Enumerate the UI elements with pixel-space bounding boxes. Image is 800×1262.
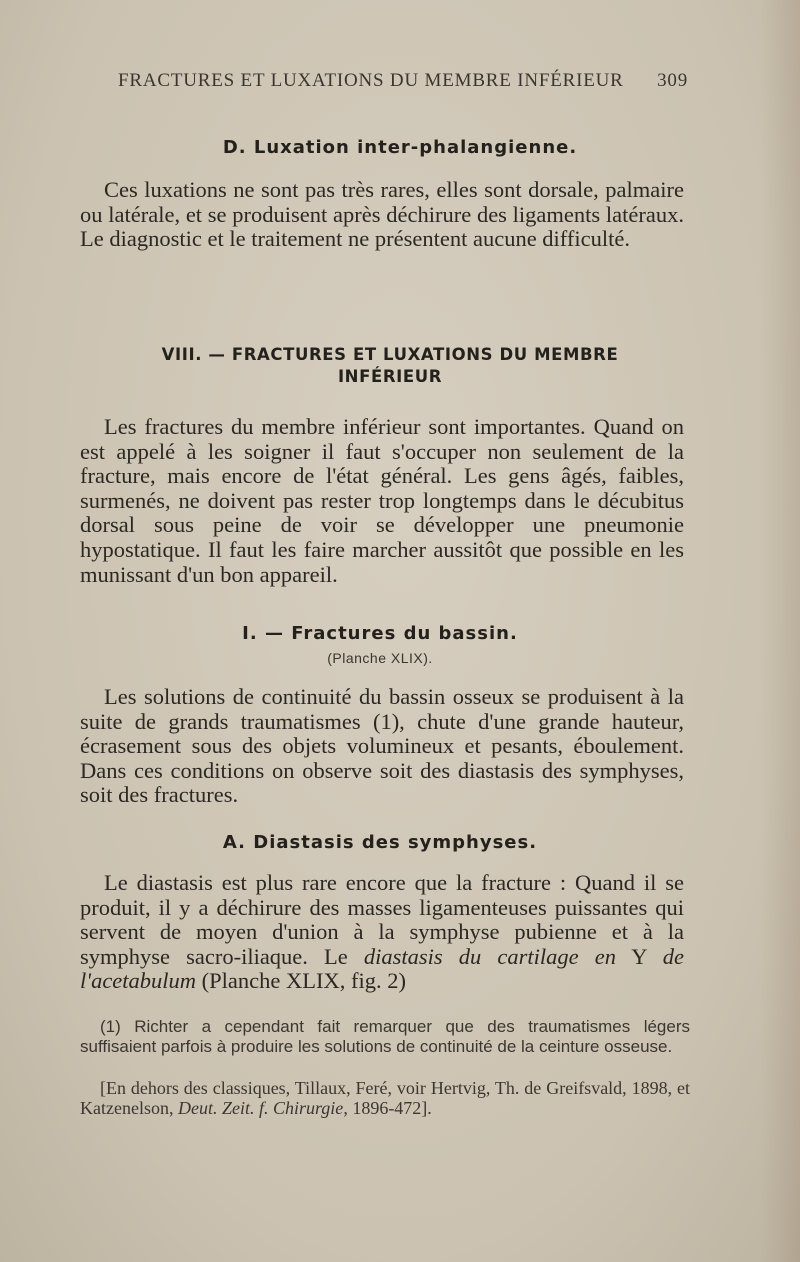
- section-a-text-italic: diastasis du cartilage en: [363, 943, 616, 969]
- footnote-1: [80, 1017, 690, 1058]
- section-viii-title-line2: INFÉRIEUR: [337, 367, 443, 386]
- section-d-paragraph: [80, 178, 684, 252]
- section-viii-title-line1: VIII. — FRACTURES ET LUXATIONS DU MEMBRE: [161, 345, 619, 364]
- section-d-title: D. Luxation inter-phalangienne.: [222, 137, 578, 158]
- section-i-paragraph: [80, 685, 684, 808]
- footnote-1-text: (1) Richter a cependant fait remarquer que des traumatismes légers suffisaient parfois à produire les solutions de continuité de la ceinture osseuse.: [80, 1017, 690, 1057]
- running-title: FRACTURES ET LUXATIONS DU MEMBRE INFÉRIEUR: [118, 70, 624, 91]
- running-header: [118, 70, 688, 92]
- section-a-text-end: (Planche XLIX, fig. 2): [196, 968, 406, 994]
- page-edge-stain: [760, 0, 800, 1262]
- section-i-text: Les solutions de continuité du bassin osseux se produisent à la suite de grands traumatismes (1), chute d'une grande hauteur, écrasement sous des objets volumineux et pesants, éboulement. Dans ces conditions on observe soit des diastasis des symphyses, soit des fractures.: [80, 684, 684, 808]
- section-viii-paragraph: [80, 415, 684, 587]
- section-a-paragraph: [80, 871, 684, 994]
- footnote-2-start: [En dehors des classiques, Tillaux, Feré, voir Hertvig, Th. de Greifsvald, 1898, et Katzenelson,: [80, 1078, 690, 1119]
- section-viii-text: Les fractures du membre inférieur sont importantes. Quand on est appelé à les soigner il faut s'occuper non seulement de la fracture, mais encore de l'état général. Les gens âgés, faibles, surmenés, ne doivent pas rester trop longtemps dans le décubitus dorsal sous peine de voir se développer une pneumonie hypostatique. Il faut les faire marcher aussitôt que possible en les munissant d'un bon appareil.: [80, 414, 684, 587]
- footnote-2: [80, 1078, 690, 1119]
- section-a-title: A. Diastasis des symphyses.: [222, 832, 538, 853]
- section-d-text: Ces luxations ne sont pas très rares, elles sont dorsale, palmaire ou latérale, et se produisent après déchirure des ligaments latéraux. Le diagnostic et le traitement ne présentent aucune difficulté.: [80, 177, 684, 252]
- section-viii-title: [110, 344, 670, 388]
- footnote-2-italic: Deut. Zeit. f. Chirurgie: [177, 1098, 344, 1119]
- section-a-text-start: Le diastasis est plus rare encore que la fracture : Quand il se produit, il y a déchirure des masses ligamenteuses puissantes qui servent de moyen d'union à la symphyse pubienne et à la symphyse sacro-iliaque. Le: [80, 870, 684, 969]
- section-i-title: I. — Fractures du bassin.: [242, 623, 518, 644]
- page-number: 309: [657, 70, 688, 91]
- footnote-2-end: , 1896-472].: [343, 1098, 432, 1119]
- section-a-text-italic2: de l'acetabulum: [80, 943, 684, 994]
- section-i-plate-ref: (Planche XLIX).: [327, 650, 433, 666]
- section-a-text-y: Y: [615, 943, 663, 969]
